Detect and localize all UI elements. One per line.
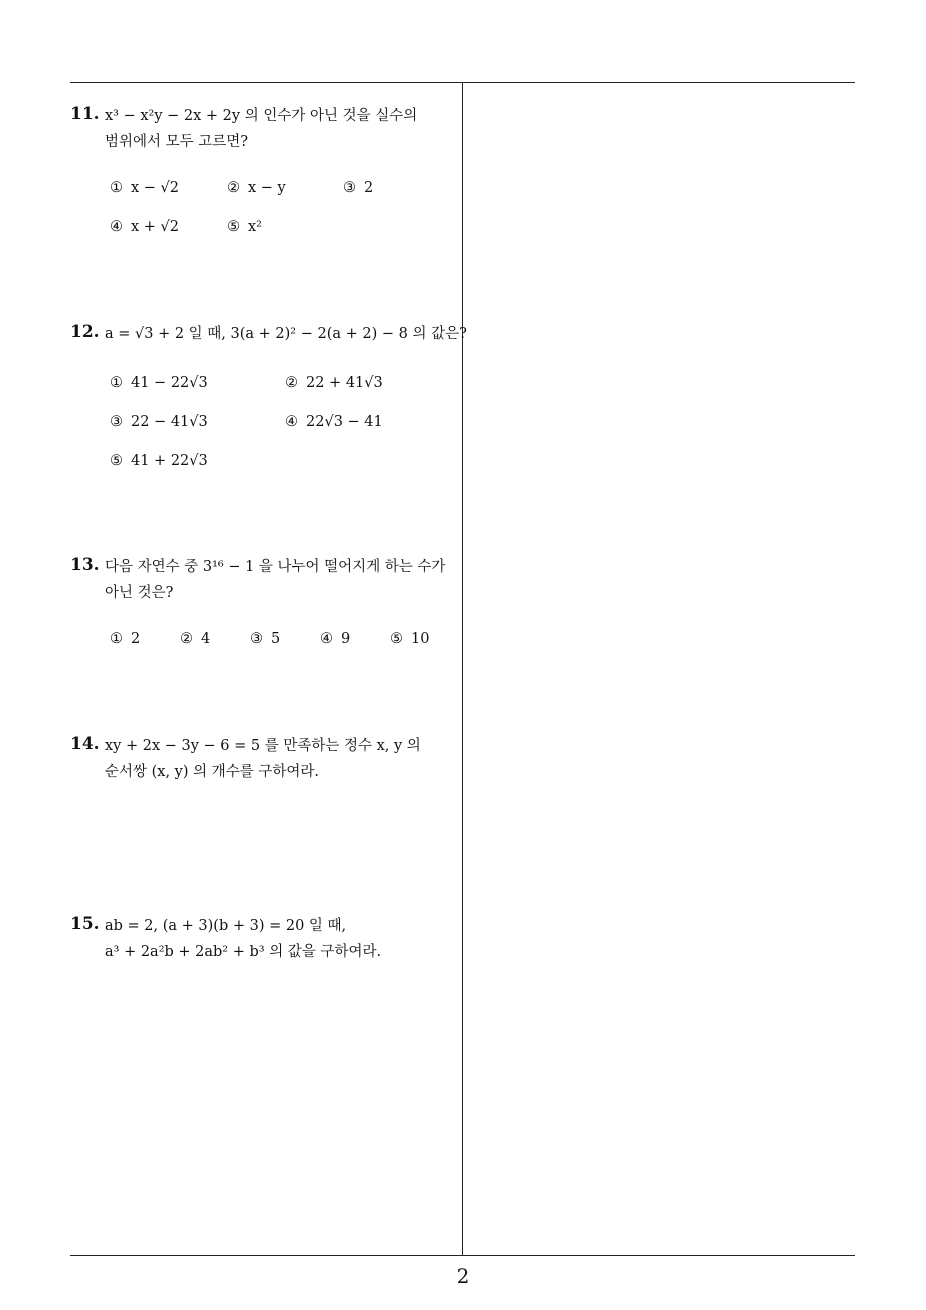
question-text: ab = 2, (a + 3)(b + 3) = 20 일 때,	[105, 918, 347, 934]
choice-1[interactable]: ① 2	[110, 631, 141, 647]
question-text: a³ + 2a²b + 2ab² + b³ 의 값을 구하여라.	[105, 944, 382, 960]
choice-5[interactable]: ⑤ x²	[227, 219, 262, 235]
choice-5[interactable]: ⑤ 41 + 22√3	[110, 453, 208, 469]
choice-3[interactable]: ③ 22 − 41√3	[110, 414, 208, 430]
problem-number: 11.	[70, 104, 100, 124]
choice-1[interactable]: ① x − √2	[110, 180, 180, 196]
choice-4[interactable]: ④ 22√3 − 41	[285, 414, 383, 430]
column-divider	[462, 82, 463, 1256]
choice-2[interactable]: ② x − y	[227, 180, 286, 196]
choice-3[interactable]: ③ 2	[343, 180, 374, 196]
question-text: 순서쌍 (x, y) 의 개수를 구하여라.	[105, 764, 320, 780]
question-text: a = √3 + 2 일 때, 3(a + 2)² − 2(a + 2) − 8 의 값은?	[105, 326, 467, 342]
question-text: 아닌 것은?	[105, 585, 174, 601]
choice-2[interactable]: ② 4	[180, 631, 211, 647]
bottom-rule	[70, 1255, 855, 1256]
choice-4[interactable]: ④ x + √2	[110, 219, 180, 235]
question-text: 다음 자연수 중 3¹⁶ − 1 을 나누어 떨어지게 하는 수가	[105, 559, 446, 575]
problem-number: 14.	[70, 734, 100, 754]
question-text: xy + 2x − 3y − 6 = 5 를 만족하는 정수 x, y 의	[105, 738, 421, 754]
problem-number: 13.	[70, 555, 100, 575]
choice-3[interactable]: ③ 5	[250, 631, 281, 647]
question-text: 범위에서 모두 고르면?	[105, 134, 249, 150]
choice-4[interactable]: ④ 9	[320, 631, 351, 647]
problem-number: 12.	[70, 322, 100, 342]
page-number: 2	[456, 1264, 470, 1288]
question-text: x³ − x²y − 2x + 2y 의 인수가 아닌 것을 실수의	[105, 108, 418, 124]
choice-5[interactable]: ⑤ 10	[390, 631, 430, 647]
choice-1[interactable]: ① 41 − 22√3	[110, 375, 208, 391]
choice-2[interactable]: ② 22 + 41√3	[285, 375, 383, 391]
problem-number: 15.	[70, 914, 100, 934]
